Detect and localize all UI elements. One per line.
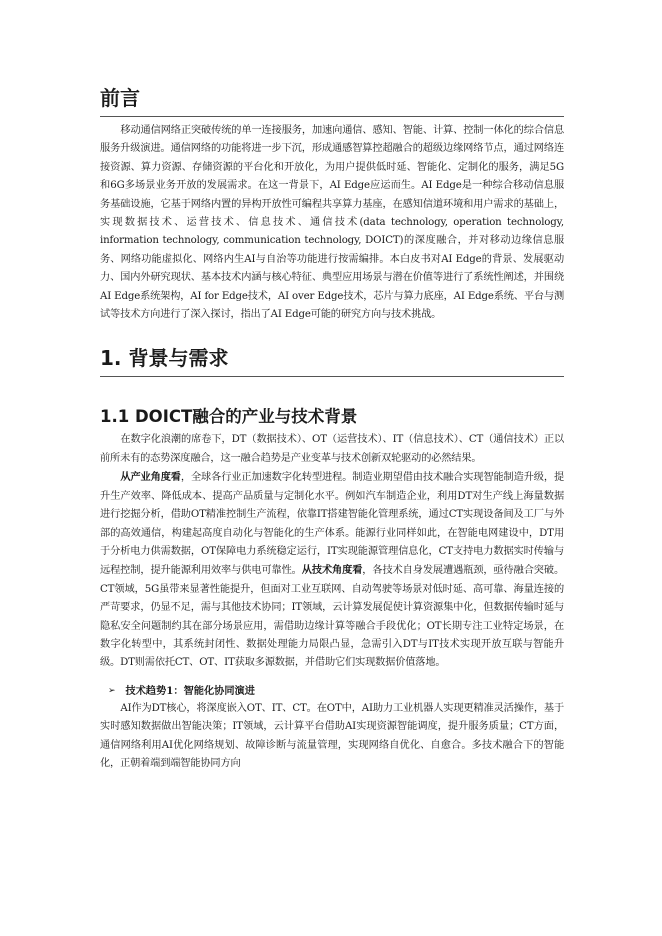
industry-text: ，全球各行业正加速数字化转型进程。制造业期望借由技术融合实现智能制造升级，提升生产效率、降低成本、提高产品质量与定制化水平。例如汽车制造企业，利用DT对生产线上海量数据进行挖掘分析，借助OT精准控制生产流程，依靠IT搭建智能化管理系统，通过CT实现设备间及工厂与外部的高效通信，构建起高度自动化与智能化的生产体系。能源行业同样如此，在智能电网建设中，DT用于分析电力供需数据，OT保障电力系统稳定运行，IT实现能源管理信息化，CT支持电力数据实时传输与远程控制，提升能源利用效率与供电可靠性。 xyxy=(100,472,564,577)
preface-section xyxy=(100,84,564,324)
trend-paragraph: AI作为DT核心，将深度嵌入OT、IT、CT。在OT中，AI助力工业机器人实现更精准灵活操作，基于实时感知数据做出智能决策；IT领域，云计算平台借助AI实现资源智能调度，提升服务质量；CT方面，通信网络利用AI优化网络规划、故障诊断与流量管理，实现网络自优化、自愈合。多技术融合下的智能化，正朝着端到端智能协同方向 xyxy=(100,702,564,769)
section-1-1-heading: 1.1 DOICT融合的产业与技术背景 xyxy=(100,407,358,427)
tech-text: ，各技术自身发展遭遇瓶颈，亟待融合突破。CT领域，5G虽带来显著性能提升，但面对工业互联网、自动驾驶等场景对低时延、高可靠、海量连接的严苛要求，仍显不足，需与其他技术协同；IT领域，云计算发展促使计算资源集中化，但数据传输时延与隐私安全问题制约其在部分场景应用，需借助边缘计算等融合手段优化；OT长期专注工业特定场景，在数字化转型中，其系统封闭性、数据处理能力局限凸显，急需引入DT与IT技术实现开放互联与智能升级。DT则需依托CT、OT、IT获取多源数据，并借助它们实现数据价值落地。 xyxy=(100,565,565,669)
page-content xyxy=(100,84,564,773)
preface-paragraph: 移动通信网络正突破传统的单一连接服务，加速向通信、感知、智能、计算、控制一体化的综合信息服务升级演进。通信网络的功能将进一步下沉，形成通感智算控超融合的超级边缘网络节点，通过网络连接资源、算力资源、存储资源的平台化和开放化，为用户提供低时延、智能化、定制化的服务，满足5G和6G多场景业务开放的发展需求。在这一背景下，AI Edge应运而生。AI Edge是一种综合移动信息服务基础设施，它基于网络内置的异构开放性可编程共享算力基座，在感知信道环境和用户需求的基础上，实现数据技术、运营技术、信息技术、通信技术(data technology, operation technology, information technology, communication technology, DOICT)的深度融合，并对移动边缘信息服务、网络功能虚拟化、网络内生AI与自治等功能进行按需编排。本白皮书对AI Edge的背景、发展驱动力、国内外研究现状、基本技术内涵与核心特征、典型应用场景与潜在价值等进行了系统性阐述，并围绕AI Edge系统架构，AI for Edge技术，AI over Edge技术，芯片与算力底座，AI Edge系统、平台与测试等技术方向进行了深入探讨，指出了AI Edge可能的研究方向与技术挑战。 xyxy=(100,125,564,321)
industry-lead: 从产业角度看 xyxy=(120,471,181,484)
industry-tech-paragraph xyxy=(100,468,564,672)
section-1 xyxy=(100,344,564,377)
trend-title: 技术趋势1：智能化协同演进 xyxy=(125,684,255,697)
preface-heading: 前言 xyxy=(100,84,564,117)
arrow-bullet-icon: ➢ xyxy=(108,685,116,696)
section-1-1 xyxy=(100,405,564,773)
trend-bullet xyxy=(100,682,564,700)
intro-paragraph: 在数字化浪潮的席卷下，DT（数据技术）、OT（运营技术）、IT（信息技术）、CT（通信技术）正以前所未有的态势深度融合，这一融合趋势是产业变革与技术创新双轮驱动的必然结果。 xyxy=(100,434,564,464)
tech-lead: 从技术角度看 xyxy=(301,564,363,577)
section-1-heading: 1. 背景与需求 xyxy=(100,344,564,377)
